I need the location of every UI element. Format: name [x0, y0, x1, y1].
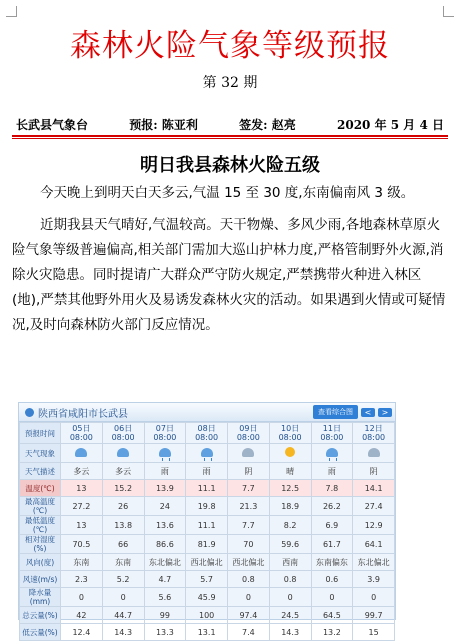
day-header	[186, 423, 228, 444]
day-date: 08日	[197, 424, 216, 433]
forecast-cell: 雨	[186, 463, 228, 480]
forecast-cell: 14.3	[269, 624, 311, 641]
forecast-cell: 4.7	[144, 571, 186, 588]
day-time: 08:00	[111, 433, 135, 442]
forecast-cell: 24	[144, 497, 186, 516]
office-name: 长武县气象台	[16, 118, 89, 132]
forecast-cell: 97.4	[228, 607, 270, 624]
forecast-cell: 5.2	[102, 571, 144, 588]
row-label: 总云量(%)	[20, 607, 61, 624]
forecast-cell: 59.6	[269, 535, 311, 554]
weather-icon-cell	[61, 444, 103, 463]
weather-icon-cell	[102, 444, 144, 463]
forecast-row-rain	[20, 588, 395, 607]
forecast-cell: 99.7	[353, 607, 395, 624]
rain-icon	[326, 448, 338, 457]
forecast-cell: 13.6	[144, 516, 186, 535]
overcast-icon	[368, 448, 380, 457]
forecaster-label: 预报:	[129, 118, 158, 132]
day-date: 06日	[114, 424, 133, 433]
forecast-cell: 0	[61, 588, 103, 607]
forecast-cell: 0	[311, 588, 353, 607]
location-pin-icon	[25, 408, 34, 417]
forecast-row-lowcloud	[20, 624, 395, 641]
forecast-cell: 42	[61, 607, 103, 624]
signer-label: 签发:	[239, 118, 268, 132]
forecast-cell: 东南	[61, 554, 103, 571]
forecast-cell: 12.5	[269, 480, 311, 497]
forecast-cell: 44.7	[102, 607, 144, 624]
forecast-cell: 15.2	[102, 480, 144, 497]
weather-icon-cell	[186, 444, 228, 463]
forecast-cell: 81.9	[186, 535, 228, 554]
forecast-cell: 45.9	[186, 588, 228, 607]
day-date: 11日	[322, 424, 341, 433]
day-header	[311, 423, 353, 444]
forecast-row-icon	[20, 444, 395, 463]
weather-icon-cell	[353, 444, 395, 463]
row-label: 降水量(mm)	[20, 588, 61, 607]
forecast-cell: 阴	[353, 463, 395, 480]
forecast-cell: 8.2	[269, 516, 311, 535]
row-label: 低云量(%)	[20, 624, 61, 641]
forecast-table	[19, 422, 395, 641]
forecast-cell: 64.5	[311, 607, 353, 624]
forecast-cell: 18.9	[269, 497, 311, 516]
forecast-row-tmin	[20, 516, 395, 535]
cloud-sun-icon	[75, 448, 87, 457]
forecast-cell: 0.8	[228, 571, 270, 588]
forecast-cell: 0	[228, 588, 270, 607]
row-label: 天气现象	[20, 444, 61, 463]
forecast-cell: 阴	[228, 463, 270, 480]
forecast-row-tmax	[20, 497, 395, 516]
row-label: 最低温度(℃)	[20, 516, 61, 535]
forecast-cell: 11.1	[186, 480, 228, 497]
row-label: 相对湿度(%)	[20, 535, 61, 554]
view-chart-button[interactable]: 查看综合图	[313, 405, 358, 419]
forecast-cell: 13.9	[144, 480, 186, 497]
issue-number: 第 32 期	[202, 75, 258, 91]
weather-icon-cell	[144, 444, 186, 463]
day-time: 08:00	[320, 433, 344, 442]
forecast-cell: 21.3	[228, 497, 270, 516]
forecast-row-desc	[20, 463, 395, 480]
header-divider-thin	[12, 138, 448, 139]
article-headline: 明日我县森林火险五级	[140, 155, 320, 176]
forecast-cell: 12.4	[61, 624, 103, 641]
day-time: 08:00	[236, 433, 260, 442]
weather-icon-cell	[269, 444, 311, 463]
forecast-cell: 27.2	[61, 497, 103, 516]
day-time: 08:00	[69, 433, 93, 442]
forecast-cell: 雨	[311, 463, 353, 480]
forecast-cell: 19.8	[186, 497, 228, 516]
forecast-cell: 晴	[269, 463, 311, 480]
signer-name: 赵亮	[271, 118, 296, 132]
day-header	[61, 423, 103, 444]
forecast-cell: 86.6	[144, 535, 186, 554]
forecast-cell: 6.9	[311, 516, 353, 535]
forecast-cell: 0	[102, 588, 144, 607]
day-header	[144, 423, 186, 444]
forecast-cell: 14.1	[353, 480, 395, 497]
forecast-cell: 27.4	[353, 497, 395, 516]
forecast-cell: 13.1	[186, 624, 228, 641]
next-button[interactable]: >	[378, 408, 392, 417]
forecaster	[129, 116, 198, 133]
forecast-cell: 2.3	[61, 571, 103, 588]
forecast-row-time	[20, 423, 395, 444]
forecast-cell: 3.9	[353, 571, 395, 588]
day-date: 09日	[239, 424, 258, 433]
forecast-cell: 西北偏北	[186, 554, 228, 571]
forecast-cell: 7.4	[228, 624, 270, 641]
day-date: 05日	[72, 424, 91, 433]
forecast-cell: 0	[269, 588, 311, 607]
day-header	[353, 423, 395, 444]
forecast-cell: 70.5	[61, 535, 103, 554]
forecast-cell: 东南	[102, 554, 144, 571]
day-header	[102, 423, 144, 444]
forecast-row-cloud	[20, 607, 395, 624]
row-label: 风速(m/s)	[20, 571, 61, 588]
page-corner-mark	[6, 6, 17, 17]
weather-icon-cell	[311, 444, 353, 463]
forecast-cell: 14.3	[102, 624, 144, 641]
forecast-cell: 11.1	[186, 516, 228, 535]
widget-header	[19, 403, 395, 422]
forecast-cell: 26	[102, 497, 144, 516]
forecast-cell: 5.6	[144, 588, 186, 607]
overcast-icon	[242, 448, 254, 457]
page-corner-mark	[443, 6, 454, 17]
forecast-cell: 26.2	[311, 497, 353, 516]
row-label: 天气描述	[20, 463, 61, 480]
day-time: 08:00	[195, 433, 219, 442]
day-header	[228, 423, 270, 444]
forecaster-name: 陈亚利	[161, 118, 198, 132]
widget-location: 陕西省咸阳市长武县	[38, 408, 128, 420]
forecast-cell: 雨	[144, 463, 186, 480]
forecast-cell: 70	[228, 535, 270, 554]
forecast-cell: 西北偏北	[228, 554, 270, 571]
day-date: 07日	[155, 424, 174, 433]
forecast-cell: 13.3	[144, 624, 186, 641]
forecast-cell: 66	[102, 535, 144, 554]
forecast-cell: 13.8	[102, 516, 144, 535]
forecast-cell: 7.8	[311, 480, 353, 497]
forecast-cell: 5.7	[186, 571, 228, 588]
forecast-cell: 13	[61, 516, 103, 535]
weather-icon-cell	[228, 444, 270, 463]
day-date: 12日	[364, 424, 383, 433]
day-time: 08:00	[362, 433, 386, 442]
forecast-cell: 东北偏北	[144, 554, 186, 571]
forecast-cell: 15	[353, 624, 395, 641]
rain-icon	[201, 448, 213, 457]
issue-date: 2020 年 5 月 4 日	[337, 118, 444, 132]
forecast-cell: 13	[61, 480, 103, 497]
forecast-row-wspd	[20, 571, 395, 588]
sun-icon	[285, 447, 295, 457]
day-header	[269, 423, 311, 444]
row-label: 温度(℃)	[20, 480, 61, 497]
day-date: 10日	[281, 424, 300, 433]
forecast-cell: 100	[186, 607, 228, 624]
article-paragraph: 今天晚上到明天白天多云,气温 15 至 30 度,东南偏南风 3 级。	[40, 185, 415, 201]
article-paragraph: 近期我县天气晴好,气温较高。天干物燥、多风少雨,各地森林草原火险气象等级普遍偏高,相关部门需加大巡山护林力度,严格管制野外火源,消除火灾隐患。同时提请广大群众严守防火规定,严禁携带火种进入林区(地),严禁其他野外用火及易诱发森林火灾的活动。如果遇到火情或可疑情况,及时向森林防火部门反应情况。	[12, 217, 446, 333]
row-label: 最高温度(℃)	[20, 497, 61, 516]
forecast-cell: 13.2	[311, 624, 353, 641]
forecast-cell: 0	[353, 588, 395, 607]
forecast-cell: 0.6	[311, 571, 353, 588]
cloud-sun-icon	[117, 448, 129, 457]
weather-forecast-widget	[18, 402, 396, 637]
forecast-row-wdir	[20, 554, 395, 571]
forecast-cell: 7.7	[228, 516, 270, 535]
forecast-row-temp	[20, 480, 395, 497]
signer	[239, 116, 296, 133]
row-label: 风向(度)	[20, 554, 61, 571]
forecast-cell: 64.1	[353, 535, 395, 554]
header-divider	[12, 135, 448, 137]
meta-line	[16, 116, 444, 133]
forecast-cell: 0.8	[269, 571, 311, 588]
forecast-cell: 61.7	[311, 535, 353, 554]
forecast-cell: 7.7	[228, 480, 270, 497]
forecast-row-rh	[20, 535, 395, 554]
day-time: 08:00	[278, 433, 302, 442]
forecast-cell: 西南	[269, 554, 311, 571]
day-time: 08:00	[153, 433, 177, 442]
forecast-cell: 多云	[102, 463, 144, 480]
row-label: 预报时间	[20, 423, 61, 444]
forecast-cell: 东北偏北	[353, 554, 395, 571]
forecast-cell: 24.5	[269, 607, 311, 624]
forecast-cell: 多云	[61, 463, 103, 480]
document-title: 森林火险气象等级预报	[70, 28, 390, 64]
forecast-cell: 东南偏东	[311, 554, 353, 571]
prev-button[interactable]: <	[361, 408, 375, 417]
forecast-cell: 99	[144, 607, 186, 624]
rain-icon	[159, 448, 171, 457]
forecast-cell: 12.9	[353, 516, 395, 535]
